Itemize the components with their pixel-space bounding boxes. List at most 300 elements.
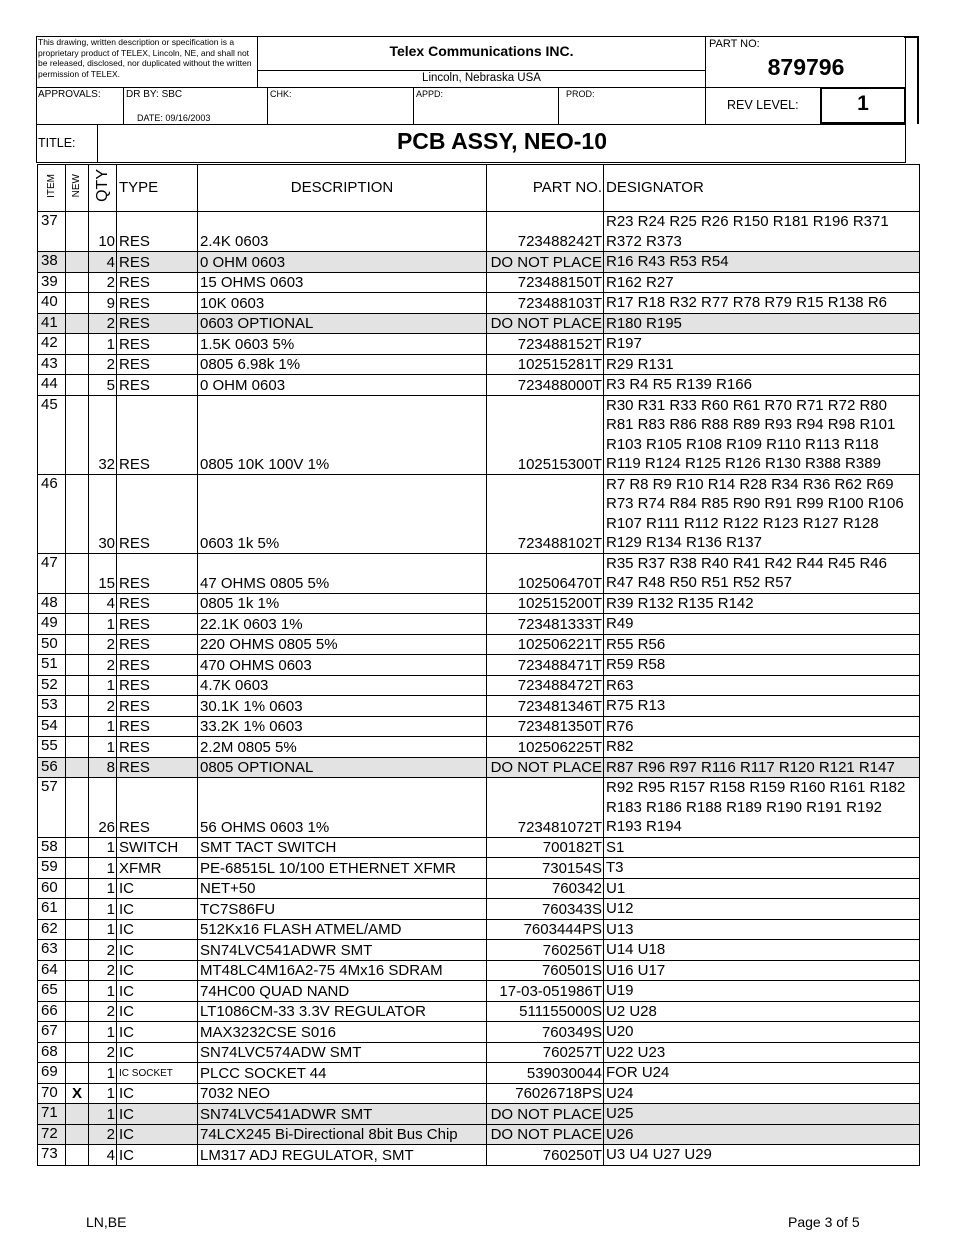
bom-row xyxy=(38,395,920,474)
type-cell: RES xyxy=(117,593,198,614)
new-flag-cell xyxy=(66,293,89,314)
type-cell: RES xyxy=(117,614,198,635)
bom-row xyxy=(38,1104,920,1125)
divider xyxy=(123,87,124,124)
bom-row xyxy=(38,313,920,334)
part-number-cell xyxy=(487,655,604,676)
drawing-title: PCB ASSY, NEO-10 xyxy=(396,128,608,154)
part-number-text: 760343S xyxy=(541,900,602,918)
new-flag-cell xyxy=(66,212,89,252)
designator-cell: R75 R13 xyxy=(604,696,920,717)
part-no-label: PART NO: xyxy=(709,38,760,50)
title-block-edge-right xyxy=(917,36,919,124)
designator-cell: R59 R58 xyxy=(604,655,920,676)
qty-cell: 1 xyxy=(89,1083,117,1104)
new-flag-cell xyxy=(66,1001,89,1022)
qty-cell: 1 xyxy=(89,878,117,899)
designator-cell: T3 xyxy=(604,858,920,879)
designator-cell: S1 xyxy=(604,837,920,858)
col-part-no-header xyxy=(487,165,604,212)
qty-cell: 2 xyxy=(89,313,117,334)
item-cell: 39 xyxy=(38,272,66,293)
description-cell: 7032 NEO xyxy=(198,1083,487,1104)
part-number-text: 511155000S xyxy=(519,1003,602,1020)
designator-cell: R92 R95 R157 R158 R159 R160 R161 R182 R183 R186 R188 R189 R190 R191 R192 R193 R194 xyxy=(604,778,920,838)
qty-cell: 2 xyxy=(89,696,117,717)
part-number-cell xyxy=(487,716,604,737)
designator-cell: U19 xyxy=(604,981,920,1002)
qty-cell: 1 xyxy=(89,919,117,940)
divider xyxy=(267,87,268,124)
type-cell: RES xyxy=(117,634,198,655)
bom-row xyxy=(38,981,920,1002)
new-flag-cell xyxy=(66,878,89,899)
qty-cell: 4 xyxy=(89,252,117,273)
part-number-text: 723481346T xyxy=(517,697,602,715)
date-drawn: DATE: 09/16/2003 xyxy=(137,113,211,123)
type-cell: XFMR xyxy=(117,858,198,879)
type-cell: RES xyxy=(117,334,198,355)
bom-row xyxy=(38,1145,920,1166)
part-number-cell xyxy=(487,614,604,635)
description-cell: 0 OHM 0603 xyxy=(198,252,487,273)
item-cell: 45 xyxy=(38,395,66,474)
description-cell: 0805 6.98k 1% xyxy=(198,354,487,375)
qty-cell: 2 xyxy=(89,1001,117,1022)
item-cell: 60 xyxy=(38,878,66,899)
type-cell: IC xyxy=(117,1083,198,1104)
part-number-text: 760501S xyxy=(541,962,602,979)
item-cell: 53 xyxy=(38,696,66,717)
bom-row xyxy=(38,272,920,293)
bom-row xyxy=(38,778,920,838)
bom-row xyxy=(38,919,920,940)
description-cell: 0603 1k 5% xyxy=(198,474,487,553)
bom-row xyxy=(38,1124,920,1145)
part-number-text: 723488242T xyxy=(517,233,602,250)
description-cell: 56 OHMS 0603 1% xyxy=(198,778,487,838)
new-flag-cell xyxy=(66,395,89,474)
designator-cell: U24 xyxy=(604,1083,920,1104)
qty-cell: 1 xyxy=(89,837,117,858)
approved-label: APPD: xyxy=(416,89,444,99)
type-cell: RES xyxy=(117,757,198,778)
item-cell: 56 xyxy=(38,757,66,778)
type-cell: IC xyxy=(117,878,198,899)
part-number-text: 723488152T xyxy=(517,335,602,353)
qty-cell: 9 xyxy=(89,293,117,314)
bom-row xyxy=(38,960,920,981)
description-cell: 0 OHM 0603 xyxy=(198,375,487,396)
qty-cell: 1 xyxy=(89,737,117,758)
part-number-cell xyxy=(487,858,604,879)
part-number-cell xyxy=(487,960,604,981)
description-cell: 4.7K 0603 xyxy=(198,675,487,696)
designator-cell: R35 R37 R38 R40 R41 R42 R44 R45 R46 R47 R48 R50 R51 R52 R57 xyxy=(604,553,920,593)
col-designator-header xyxy=(604,165,920,212)
type-cell: RES xyxy=(117,696,198,717)
part-number-text: 760256T xyxy=(542,941,602,959)
description-cell: MAX3232CSE S016 xyxy=(198,1022,487,1043)
item-cell: 58 xyxy=(38,837,66,858)
description-cell: TC7S86FU xyxy=(198,899,487,920)
new-flag-cell xyxy=(66,593,89,614)
col-type-label: TYPE xyxy=(119,179,159,196)
item-cell: 69 xyxy=(38,1063,66,1084)
qty-cell: 30 xyxy=(89,474,117,553)
item-cell: 38 xyxy=(38,252,66,273)
part-number-cell xyxy=(487,354,604,375)
title-label: TITLE: xyxy=(38,136,76,150)
designator-cell: R63 xyxy=(604,675,920,696)
new-flag-cell xyxy=(66,716,89,737)
new-flag-cell xyxy=(66,1063,89,1084)
description-cell: 0603 OPTIONAL xyxy=(198,313,487,334)
description-cell: SN74LVC574ADW SMT xyxy=(198,1042,487,1063)
col-qty-label: QTY xyxy=(93,169,111,202)
type-cell: IC xyxy=(117,940,198,961)
bom-row xyxy=(38,334,920,355)
page-number: Page 3 of 5 xyxy=(788,1214,860,1230)
bom-row xyxy=(38,899,920,920)
item-cell: 71 xyxy=(38,1104,66,1125)
item-cell: 67 xyxy=(38,1022,66,1043)
part-number-cell xyxy=(487,1022,604,1043)
part-number-text: 76026718PS xyxy=(515,1085,602,1102)
item-cell: 73 xyxy=(38,1145,66,1166)
item-cell: 49 xyxy=(38,614,66,635)
type-cell: IC xyxy=(117,1104,198,1125)
item-cell: 52 xyxy=(38,675,66,696)
description-cell: 0805 1k 1% xyxy=(198,593,487,614)
part-number-cell xyxy=(487,981,604,1002)
part-number-cell xyxy=(487,919,604,940)
description-cell: 512Kx16 FLASH ATMEL/AMD xyxy=(198,919,487,940)
bom-row xyxy=(38,837,920,858)
description-cell: 74HC00 QUAD NAND xyxy=(198,981,487,1002)
designator-cell: R29 R131 xyxy=(604,354,920,375)
new-flag-cell xyxy=(66,1104,89,1125)
qty-cell: 4 xyxy=(89,593,117,614)
col-description-label: DESCRIPTION xyxy=(290,179,394,196)
designator-cell: U14 U18 xyxy=(604,940,920,961)
part-number-text: 723488472T xyxy=(517,677,602,694)
part-number-text: 723481333T xyxy=(517,615,602,633)
type-cell: IC xyxy=(117,1022,198,1043)
part-number-text: 102506225T xyxy=(517,738,602,756)
designator-cell: U20 xyxy=(604,1022,920,1043)
checked-label: CHK: xyxy=(270,89,292,99)
type-cell: IC xyxy=(117,919,198,940)
description-cell: 2.4K 0603 xyxy=(198,212,487,252)
new-flag-cell xyxy=(66,696,89,717)
designator-cell: R55 R56 xyxy=(604,634,920,655)
new-flag-cell xyxy=(66,737,89,758)
qty-cell: 2 xyxy=(89,354,117,375)
type-cell: RES xyxy=(117,395,198,474)
designator-cell: U2 U28 xyxy=(604,1001,920,1022)
qty-cell: 2 xyxy=(89,1124,117,1145)
new-flag-cell xyxy=(66,778,89,838)
type-cell: IC xyxy=(117,1001,198,1022)
part-number-text: 723488471T xyxy=(517,656,602,674)
type-cell: RES xyxy=(117,474,198,553)
type-cell: IC xyxy=(117,981,198,1002)
part-number-cell xyxy=(487,878,604,899)
qty-cell: 2 xyxy=(89,1042,117,1063)
designator-cell: U12 xyxy=(604,899,920,920)
qty-cell: 15 xyxy=(89,553,117,593)
new-flag-cell xyxy=(66,981,89,1002)
designator-cell: R162 R27 xyxy=(604,272,920,293)
qty-cell: 10 xyxy=(89,212,117,252)
bom-row xyxy=(38,1022,920,1043)
part-number-cell xyxy=(487,634,604,655)
designator-cell: R82 xyxy=(604,737,920,758)
qty-cell: 2 xyxy=(89,655,117,676)
item-cell: 42 xyxy=(38,334,66,355)
type-cell: RES xyxy=(117,252,198,273)
qty-cell: 1 xyxy=(89,675,117,696)
designator-cell: R49 xyxy=(604,614,920,635)
new-flag-cell xyxy=(66,919,89,940)
part-number-cell xyxy=(487,1124,604,1145)
part-number-cell xyxy=(487,675,604,696)
bom-row xyxy=(38,716,920,737)
type-cell: RES xyxy=(117,272,198,293)
new-flag-cell xyxy=(66,1124,89,1145)
bom-row xyxy=(38,354,920,375)
new-flag-cell: X xyxy=(66,1083,89,1104)
designator-cell: R197 xyxy=(604,334,920,355)
rev-level-value: 1 xyxy=(857,92,869,115)
description-cell: SN74LVC541ADWR SMT xyxy=(198,940,487,961)
item-cell: 62 xyxy=(38,919,66,940)
description-cell: LM317 ADJ REGULATOR, SMT xyxy=(198,1145,487,1166)
part-number-cell xyxy=(487,899,604,920)
bom-row xyxy=(38,1083,920,1104)
part-number-cell xyxy=(487,395,604,474)
description-cell: 74LCX245 Bi-Directional 8bit Bus Chip xyxy=(198,1124,487,1145)
part-number-text: 760250T xyxy=(542,1146,602,1164)
part-number-cell xyxy=(487,1063,604,1084)
part-number-text: 102506221T xyxy=(517,636,602,653)
col-item-header xyxy=(38,165,66,212)
part-number-cell xyxy=(487,1104,604,1125)
qty-cell: 1 xyxy=(89,981,117,1002)
new-flag-cell xyxy=(66,1022,89,1043)
type-cell: RES xyxy=(117,675,198,696)
description-cell: 470 OHMS 0603 xyxy=(198,655,487,676)
part-number-cell xyxy=(487,375,604,396)
part-number-cell xyxy=(487,212,604,252)
production-label: PROD: xyxy=(566,89,595,99)
part-number-text: 760257T xyxy=(542,1044,602,1061)
part-number-text: 700182T xyxy=(542,839,602,856)
description-cell: LT1086CM-33 3.3V REGULATOR xyxy=(198,1001,487,1022)
type-cell: IC xyxy=(117,1042,198,1063)
qty-cell: 1 xyxy=(89,1063,117,1084)
bom-row xyxy=(38,878,920,899)
part-number-cell xyxy=(487,1042,604,1063)
new-flag-cell xyxy=(66,940,89,961)
bom-row xyxy=(38,655,920,676)
item-cell: 48 xyxy=(38,593,66,614)
bom-row xyxy=(38,375,920,396)
qty-cell: 1 xyxy=(89,614,117,635)
item-cell: 37 xyxy=(38,212,66,252)
col-designator-label: DESIGNATOR xyxy=(606,179,704,196)
qty-cell: 1 xyxy=(89,1022,117,1043)
qty-cell: 2 xyxy=(89,272,117,293)
description-cell: NET+50 xyxy=(198,878,487,899)
part-number-cell xyxy=(487,313,604,334)
item-cell: 68 xyxy=(38,1042,66,1063)
part-number-text: DO NOT PLACE xyxy=(490,1126,602,1143)
item-cell: 72 xyxy=(38,1124,66,1145)
approvals-label: APPROVALS: xyxy=(38,89,101,100)
description-cell: PLCC SOCKET 44 xyxy=(198,1063,487,1084)
item-cell: 47 xyxy=(38,553,66,593)
designator-cell: R39 R132 R135 R142 xyxy=(604,593,920,614)
new-flag-cell xyxy=(66,655,89,676)
bom-row xyxy=(38,553,920,593)
designator-cell: R16 R43 R53 R54 xyxy=(604,252,920,273)
item-cell: 46 xyxy=(38,474,66,553)
description-cell: 10K 0603 xyxy=(198,293,487,314)
item-cell: 66 xyxy=(38,1001,66,1022)
drawn-by: DR BY: SBC xyxy=(126,89,183,100)
type-cell: RES xyxy=(117,737,198,758)
new-flag-cell xyxy=(66,1042,89,1063)
qty-cell: 1 xyxy=(89,1104,117,1125)
new-flag-cell xyxy=(66,614,89,635)
designator-cell: U1 xyxy=(604,878,920,899)
item-cell: 57 xyxy=(38,778,66,838)
part-number-cell xyxy=(487,1001,604,1022)
divider xyxy=(558,87,559,124)
designator-cell: R23 R24 R25 R26 R150 R181 R196 R371 R372 R373 xyxy=(604,212,920,252)
designator-cell: U3 U4 U27 U29 xyxy=(604,1145,920,1166)
new-flag-cell xyxy=(66,553,89,593)
type-cell: RES xyxy=(117,313,198,334)
type-cell: SWITCH xyxy=(117,837,198,858)
col-item-label: ITEM xyxy=(45,173,57,198)
part-number-text: DO NOT PLACE xyxy=(490,1105,602,1123)
item-cell: 50 xyxy=(38,634,66,655)
item-cell: 70 xyxy=(38,1083,66,1104)
bom-row xyxy=(38,293,920,314)
designator-cell: R30 R31 R33 R60 R61 R70 R71 R72 R80 R81 R83 R86 R88 R89 R93 R94 R98 R101 R103 R105 R108 R109 R110 R113 R118 R119 R124 R125 R126 R130 R388 R389 xyxy=(604,395,920,474)
description-cell: SN74LVC541ADWR SMT xyxy=(198,1104,487,1125)
bom-row xyxy=(38,474,920,553)
item-cell: 51 xyxy=(38,655,66,676)
description-cell: 2.2M 0805 5% xyxy=(198,737,487,758)
new-flag-cell xyxy=(66,837,89,858)
qty-cell: 1 xyxy=(89,334,117,355)
bom-row xyxy=(38,737,920,758)
description-cell: PE-68515L 10/100 ETHERNET XFMR xyxy=(198,858,487,879)
qty-cell: 1 xyxy=(89,899,117,920)
part-number-text: 102515200T xyxy=(517,595,602,612)
col-new-header xyxy=(66,165,89,212)
footer-initials: LN,BE xyxy=(86,1214,127,1230)
col-qty-header xyxy=(89,165,117,212)
part-number-text: 17-03-051986T xyxy=(499,982,602,1000)
part-number-cell xyxy=(487,757,604,778)
description-cell: 0805 OPTIONAL xyxy=(198,757,487,778)
part-number-cell xyxy=(487,272,604,293)
qty-cell: 2 xyxy=(89,940,117,961)
part-number-cell xyxy=(487,593,604,614)
part-number-cell xyxy=(487,1145,604,1166)
type-cell: IC SOCKET xyxy=(117,1063,198,1084)
item-cell: 54 xyxy=(38,716,66,737)
item-cell: 63 xyxy=(38,940,66,961)
qty-cell: 1 xyxy=(89,858,117,879)
qty-cell: 2 xyxy=(89,634,117,655)
new-flag-cell xyxy=(66,334,89,355)
designator-cell: R180 R195 xyxy=(604,313,920,334)
type-cell: RES xyxy=(117,655,198,676)
bom-row xyxy=(38,940,920,961)
bom-row xyxy=(38,614,920,635)
part-number-text: 723481350T xyxy=(517,718,602,735)
qty-cell: 2 xyxy=(89,960,117,981)
part-number-text: DO NOT PLACE xyxy=(490,253,602,271)
bom-row xyxy=(38,858,920,879)
item-cell: 65 xyxy=(38,981,66,1002)
description-cell: 15 OHMS 0603 xyxy=(198,272,487,293)
divider xyxy=(36,87,906,88)
type-cell: RES xyxy=(117,778,198,838)
type-cell: RES xyxy=(117,375,198,396)
company-location: Lincoln, Nebraska USA xyxy=(422,72,541,84)
qty-cell: 1 xyxy=(89,716,117,737)
bom-row xyxy=(38,1042,920,1063)
description-cell: 33.2K 1% 0603 xyxy=(198,716,487,737)
type-cell: IC xyxy=(117,1145,198,1166)
new-flag-cell xyxy=(66,858,89,879)
type-cell: RES xyxy=(117,716,198,737)
type-cell: RES xyxy=(117,354,198,375)
description-cell: 22.1K 0603 1% xyxy=(198,614,487,635)
part-number-text: 723481072T xyxy=(517,818,602,836)
part-number-text: 102506470T xyxy=(517,574,602,592)
item-cell: 43 xyxy=(38,354,66,375)
part-number-cell xyxy=(487,553,604,593)
bom-row xyxy=(38,696,920,717)
designator-cell: R3 R4 R5 R139 R166 xyxy=(604,375,920,396)
item-cell: 41 xyxy=(38,313,66,334)
part-number-text: 102515281T xyxy=(517,356,602,373)
part-number-cell xyxy=(487,293,604,314)
part-number-text: 7603444PS xyxy=(523,921,602,938)
bom-row xyxy=(38,252,920,273)
type-cell: RES xyxy=(117,553,198,593)
designator-cell: R76 xyxy=(604,716,920,737)
bom-row xyxy=(38,634,920,655)
item-cell: 44 xyxy=(38,375,66,396)
qty-cell: 8 xyxy=(89,757,117,778)
qty-cell: 5 xyxy=(89,375,117,396)
part-number-text: 760342 xyxy=(551,880,602,897)
qty-cell: 26 xyxy=(89,778,117,838)
bom-table xyxy=(37,164,920,1166)
rev-level-label: REV LEVEL: xyxy=(727,98,799,112)
description-cell: 47 OHMS 0805 5% xyxy=(198,553,487,593)
new-flag-cell xyxy=(66,634,89,655)
